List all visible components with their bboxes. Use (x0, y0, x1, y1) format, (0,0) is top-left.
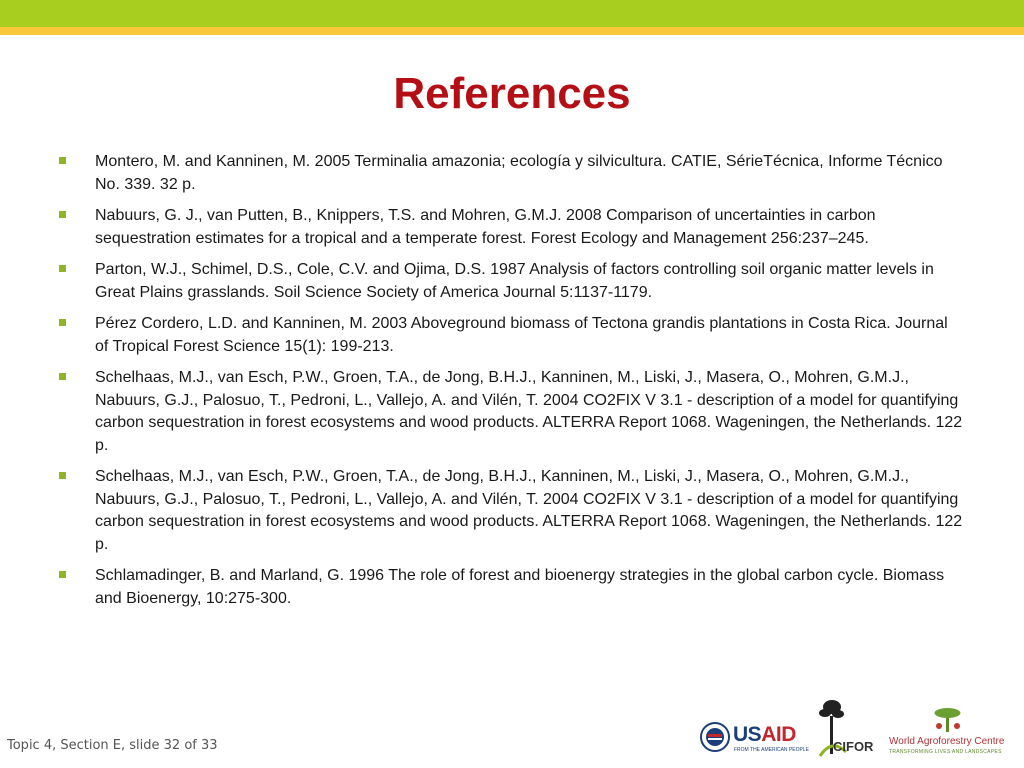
world-agroforestry-tagline: TRANSFORMING LIVES AND LANDSCAPES (889, 749, 1002, 755)
reference-item (58, 466, 963, 556)
usaid-logo-us: US (733, 723, 762, 746)
header-bar-yellow (0, 27, 1024, 35)
bullet-icon (59, 319, 66, 326)
header-bar-green (0, 0, 1024, 27)
reference-text: Schelhaas, M.J., van Esch, P.W., Groen, T.A., de Jong, B.H.J., Kanninen, M., Liski, J., Masera, O., Mohren, G.M.J., Nabuurs, G.J., Palosuo, T., Pedroni, L., Vallejo, A. and Vilén, T. 2004 CO2FIX V 3.1 - description of a model for quantifying carbon sequestration in forest ecosystems and wood products. ALTERRA Report 1068. Wageningen, the Netherlands. 122 p. (95, 468, 963, 553)
bullet-icon (59, 211, 66, 218)
partner-logos (700, 696, 1020, 760)
reference-item (58, 313, 963, 358)
bullet-icon (59, 157, 66, 164)
reference-text: Schlamadinger, B. and Marland, G. 1996 The role of forest and bioenergy strategies in the global carbon cycle. Biomass and Bioenergy, 10:275-300. (95, 567, 945, 607)
reference-text: Pérez Cordero, L.D. and Kanninen, M. 2003 Aboveground biomass of Tectona grandis plantations in Costa Rica. Journal of Tropical Forest Science 15(1): 199-213. (95, 315, 948, 355)
world-agroforestry-logo: World Agroforestry Centre (889, 736, 1005, 747)
reference-item (58, 259, 963, 304)
usaid-logo (733, 723, 796, 747)
reference-text: Parton, W.J., Schimel, D.S., Cole, C.V. and Ojima, D.S. 1987 Analysis of factors controlling soil organic matter levels in Great Plains grasslands. Soil Science Society of America Journal 5:1137-1179. (95, 261, 934, 301)
reference-text: Nabuurs, G. J., van Putten, B., Knippers, T.S. and Mohren, G.M.J. 2008 Comparison of uncertainties in carbon sequestration estimates for a tropical and a temperate forest. Forest Ecology and Management 256:237–245. (95, 207, 876, 247)
reference-item (58, 367, 963, 457)
usaid-seal-icon (700, 722, 730, 752)
bullet-icon (59, 265, 66, 272)
reference-text: Schelhaas, M.J., van Esch, P.W., Groen, T.A., de Jong, B.H.J., Kanninen, M., Liski, J., Masera, O., Mohren, G.M.J., Nabuurs, G.J., Palosuo, T., Pedroni, L., Vallejo, A. and Vilén, T. 2004 CO2FIX V 3.1 - description of a model for quantifying carbon sequestration in forest ecosystems and wood products. ALTERRA Report 1068. Wageningen, the Netherlands. 122 p. (95, 369, 963, 454)
slide-title: References (393, 69, 631, 118)
reference-item (58, 151, 963, 196)
bullet-icon (59, 571, 66, 578)
reference-list (58, 151, 963, 619)
slide-number-caption: Topic 4, Section E, slide 32 of 33 (7, 738, 218, 753)
reference-item (58, 565, 963, 610)
usaid-tagline: FROM THE AMERICAN PEOPLE (734, 747, 809, 753)
reference-text: Montero, M. and Kanninen, M. 2005 Terminalia amazonia; ecología y silvicultura. CATIE, SérieTécnica, Informe Técnico No. 339. 32 p. (95, 153, 943, 193)
cifor-logo: CIFOR (833, 739, 874, 754)
world-agroforestry-tree-icon (930, 706, 966, 734)
reference-item (58, 205, 963, 250)
bullet-icon (59, 472, 66, 479)
bullet-icon (59, 373, 66, 380)
usaid-logo-aid: AID (761, 723, 796, 746)
